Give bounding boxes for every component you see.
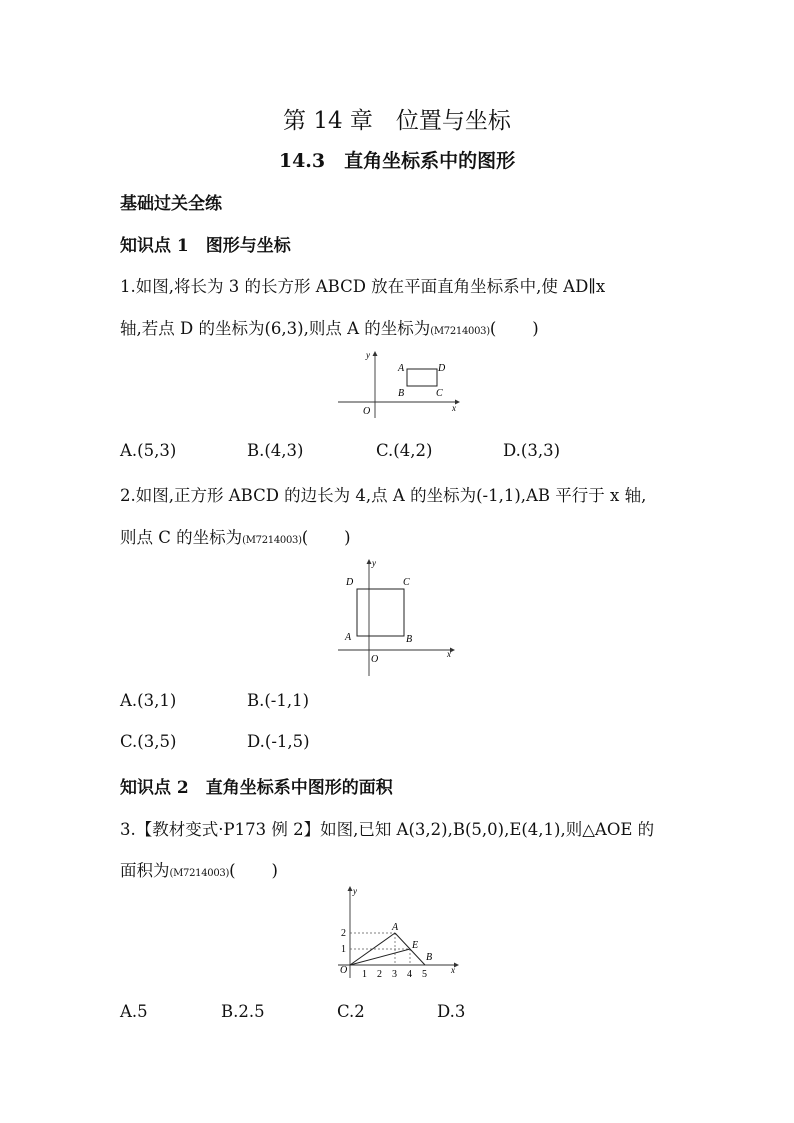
q3-line2 — [120, 857, 278, 881]
q3-label-A: A — [392, 922, 399, 933]
q2-label-B: B — [406, 634, 413, 645]
q2-option-b[interactable]: B.(-1,1) — [247, 691, 310, 710]
q3-option-a[interactable]: A.5 — [120, 1002, 148, 1021]
q3-xtick-1: 1 — [362, 969, 367, 980]
q3-line2-text: 面积为 — [120, 861, 170, 880]
q3-label-B: B — [426, 952, 433, 963]
q1-close-paren: ) — [532, 319, 539, 338]
q1-y-arrow — [373, 351, 378, 356]
q2-option-a[interactable]: A.(3,1) — [120, 691, 177, 710]
q3-line1: 3.【教材变式·P173 例 2】如图,已知 A(3,2),B(5,0),E(4,1),则△AOE 的 — [120, 820, 655, 839]
q2-close-paren: ) — [344, 528, 351, 547]
q3-close-paren: ) — [271, 861, 278, 880]
q3-label-x: x — [451, 965, 455, 975]
q2-line1: 2.如图,正方形 ABCD 的边长为 4,点 A 的坐标为(-1,1),AB 平行于 x 轴, — [120, 486, 647, 505]
q3-y-arrow — [348, 886, 353, 891]
q1-label-O: O — [363, 406, 371, 417]
q2-line2 — [120, 524, 351, 548]
q2-open-paren: ( — [301, 528, 309, 547]
q2-label-x: x — [447, 649, 451, 659]
q3-option-b[interactable]: B.2.5 — [221, 1002, 265, 1021]
q3-code: (M7214003) — [169, 868, 230, 879]
q1-label-C: C — [436, 388, 443, 399]
q1-line1: 1.如图,将长为 3 的长方形 ABCD 放在平面直角坐标系中,使 AD∥x — [120, 277, 606, 296]
q3-ytick-2: 2 — [341, 928, 346, 939]
q2-option-c[interactable]: C.(3,5) — [120, 732, 177, 751]
q1-option-a[interactable]: A.(5,3) — [120, 441, 177, 460]
q3-option-d[interactable]: D.3 — [437, 1002, 466, 1021]
section-title: 14.3 直角坐标系中的图形 — [278, 150, 516, 172]
q1-figure — [330, 348, 465, 420]
q2-label-D: D — [346, 577, 354, 588]
chapter-title: 第 14 章 位置与坐标 — [283, 108, 511, 134]
q2-line2-text: 则点 C 的坐标为 — [120, 528, 243, 547]
q1-line2 — [120, 315, 539, 339]
q1-label-A: A — [398, 363, 405, 374]
q1-option-c[interactable]: C.(4,2) — [376, 441, 433, 460]
q2-square — [357, 589, 404, 636]
q1-option-d[interactable]: D.(3,3) — [503, 441, 561, 460]
practice-heading: 基础过关全练 — [120, 194, 222, 214]
q3-figure — [330, 883, 470, 983]
q1-rectangle — [407, 369, 437, 386]
q1-open-paren: ( — [489, 319, 497, 338]
q3-open-paren: ( — [229, 861, 236, 880]
q3-xtick-2: 2 — [377, 969, 382, 980]
q2-label-C: C — [403, 577, 410, 588]
q3-xtick-4: 4 — [407, 969, 412, 980]
q1-label-y: y — [366, 350, 370, 360]
q3-option-c[interactable]: C.2 — [337, 1002, 365, 1021]
q2-figure — [330, 556, 465, 680]
q2-y-arrow — [367, 559, 372, 564]
q2-code: (M7214003) — [242, 535, 302, 546]
q3-xtick-5: 5 — [422, 969, 427, 980]
q3-label-O: O — [340, 965, 348, 976]
q3-label-y: y — [353, 886, 357, 896]
q1-code: (M7214003) — [430, 326, 490, 337]
q3-ytick-1: 1 — [341, 944, 346, 955]
q3-xtick-3: 3 — [392, 969, 397, 980]
q2-label-O: O — [371, 654, 379, 665]
q1-label-D: D — [438, 363, 446, 374]
q3-label-E: E — [412, 940, 419, 951]
q1-label-x: x — [452, 403, 456, 413]
q1-option-b[interactable]: B.(4,3) — [247, 441, 304, 460]
q3-segment-OA — [350, 933, 395, 965]
knowledge-point-2: 知识点 2 直角坐标系中图形的面积 — [120, 778, 393, 798]
q2-label-A: A — [345, 632, 352, 643]
q3-segment-OE — [350, 949, 410, 965]
q2-option-d[interactable]: D.(-1,5) — [247, 732, 310, 751]
q1-label-B: B — [398, 388, 405, 399]
knowledge-point-1: 知识点 1 图形与坐标 — [120, 236, 291, 256]
q2-label-y: y — [372, 558, 376, 568]
q1-line2-text: 轴,若点 D 的坐标为(6,3),则点 A 的坐标为 — [120, 319, 431, 338]
